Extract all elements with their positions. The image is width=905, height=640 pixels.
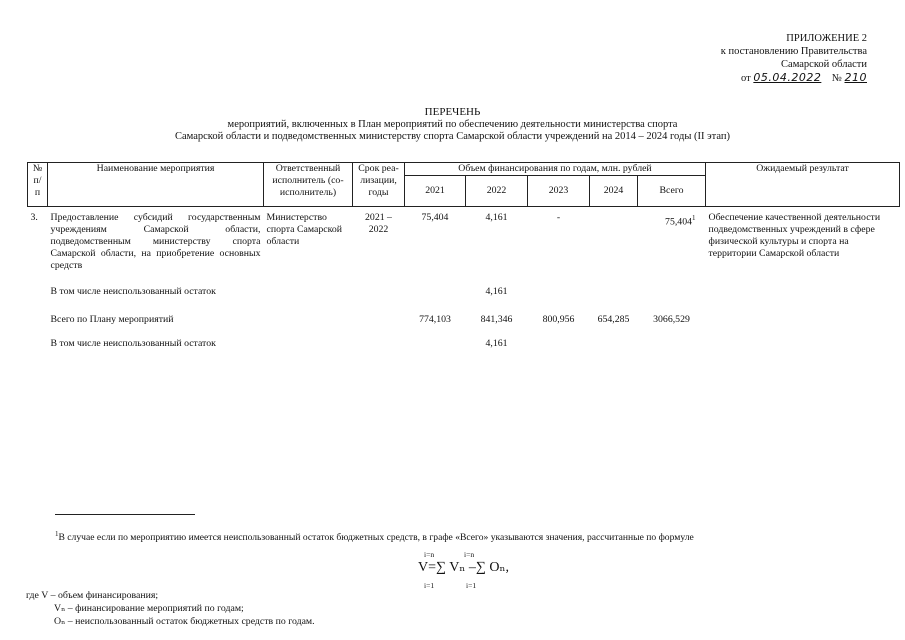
plan-total-2024: 654,285 [597,314,630,325]
row-executor: Министерство спорта Самарской области [266,212,342,247]
legend-line2: Vₙ – финансирование мероприятий по годам; [54,603,244,614]
header-2024: 2024 [590,176,638,207]
title-line2: мероприятий, включенных в План мероприятий по обеспечению деятельности министерства спорта [227,118,678,130]
footnote-text: В случае если по мероприятию имеется неиспользованный остаток бюджетных средств, в графе «Всего» указываются значения, рассчитанные по формуле [58,532,694,544]
handwritten-date: 05.04.2022 [753,71,822,84]
document-title [0,106,905,144]
row-result: Обеспечение качественной деятельности подведомственных учреждений в сфере физической культуры и спорта на территории Самарской области [708,212,881,259]
footnote-mark: 1 [55,530,59,538]
row-term: 2021 – 2022 [365,212,392,235]
remainder-label: В том числе неиспользованный остаток [50,286,216,297]
row-2024 [590,207,638,273]
row-total [638,207,706,273]
footnote [55,530,694,543]
header-term: Срок реа-лизации, годы [353,163,405,207]
table-row [28,207,900,273]
legend-line1: где V – объем финансирования; [26,590,159,601]
row-2022: 4,161 [485,212,508,223]
handwritten-number: 210 [844,71,867,84]
header-2021: 2021 [405,176,466,207]
title-line3: Самарской области и подведомственных министерству спорта Самарской области учреждений на 2014 – 2024 годы (II этап) [175,131,730,142]
header-executor: Ответственный исполнитель (со-исполнитель) [264,163,353,207]
header-row [28,163,900,176]
appendix-title: ПРИЛОЖЕНИЕ 2 [786,33,867,44]
footnote-ref: 1 [692,214,696,222]
row-2023: - [556,212,561,223]
row-num: 3. [30,212,38,223]
plan-total-2021: 774,103 [419,314,451,325]
row-total-value: 75,404 [665,216,692,228]
plan-total-label: Всего по Плану мероприятий [50,314,174,325]
row-2021: 75,404 [421,212,449,223]
formula-legend [26,589,315,628]
formula-lower-2: i=1 [466,581,477,590]
header-name: Наименование мероприятия [48,163,264,207]
date-prefix: от [741,73,751,84]
table-row-remainder-total [28,328,900,352]
number-prefix: № [831,73,842,84]
table-row-total [28,302,900,328]
plan-total-sum: 3066,529 [653,314,690,325]
plan-remainder-label: В том числе неиспользованный остаток [50,338,216,349]
formula-lower-1: i=1 [424,581,435,590]
legend-line3: Oₙ – неиспользованный остаток бюджетных средств по годам. [54,616,315,627]
plan-total-2023: 800,956 [542,314,575,325]
footnote-rule [55,514,195,515]
title-heading: ПЕРЕЧЕНЬ [424,106,481,118]
appendix-header [647,32,867,85]
appendix-line3: Самарской области [781,59,867,70]
table-row-remainder [28,272,900,302]
formula-upper-1: i=n [424,550,435,559]
header-result: Ожидаемый результат [706,163,900,207]
plan-remainder-2022: 4,161 [485,338,508,349]
formula-body: V=∑ Vₙ –∑ Oₙ, [418,560,510,575]
appendix-line2: к постановлению Правительства [720,46,867,57]
appendix-date-line [647,71,867,85]
header-2022: 2022 [466,176,528,207]
header-2023: 2023 [528,176,590,207]
header-num: № п/п [28,163,48,207]
remainder-2022: 4,161 [485,286,508,297]
header-total: Всего [638,176,706,207]
formula [418,550,510,590]
measures-table [27,162,900,352]
plan-total-2022: 841,346 [480,314,513,325]
formula-upper-2: i=n [464,550,475,559]
row-name: Предоставление субсидий государственным учреждениям Самарской области, подведомственным министерству спорта Самарской области, на приобретение основных средств [50,212,261,271]
header-funding: Объем финансирования по годам, млн. рублей [405,163,706,176]
